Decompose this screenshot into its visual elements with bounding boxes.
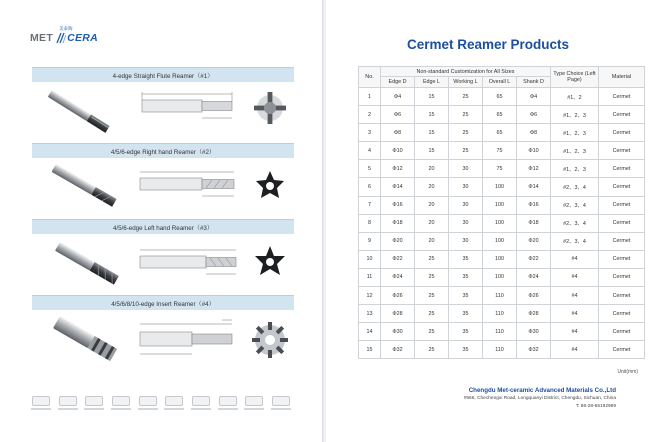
table-cell-type: #4 — [551, 323, 599, 341]
table-cell-material: Cermet — [599, 250, 645, 268]
table-cell-working-l: 25 — [449, 142, 483, 160]
table-cell-no: 4 — [359, 142, 381, 160]
table-row — [359, 323, 645, 341]
table-cell-working-l: 35 — [449, 305, 483, 323]
section-3-title: 4/5/6-edge Left hand Reamer（#3） — [32, 219, 294, 235]
logo-met-text: MET — [30, 32, 54, 44]
table-cell-no: 14 — [359, 323, 381, 341]
table-cell-material: Cermet — [599, 341, 645, 359]
table-cell-edge-l: 25 — [415, 287, 449, 305]
header-material: Material — [599, 67, 645, 88]
table-cell-shank-d: Φ18 — [517, 214, 551, 232]
table-cell-working-l: 35 — [449, 323, 483, 341]
company-address: #566, Chechengxi Road, Longquanyi District, Chengdu, Sichuan, China — [463, 396, 616, 401]
table-cell-edge-d: Φ32 — [381, 341, 415, 359]
section-3-body — [32, 234, 294, 290]
table-cell-overall-l: 110 — [483, 305, 517, 323]
table-cell-working-l: 35 — [449, 268, 483, 286]
table-cell-working-l: 25 — [449, 106, 483, 124]
footer-icon-strip — [30, 396, 292, 410]
table-cell-edge-l: 15 — [415, 124, 449, 142]
table-cell-edge-l: 25 — [415, 323, 449, 341]
table-cell-material: Cermet — [599, 142, 645, 160]
header-type-choice: Type Choice (Left Page) — [551, 67, 599, 88]
table-cell-working-l: 25 — [449, 88, 483, 106]
table-cell-working-l: 25 — [449, 124, 483, 142]
reamer-4-cross-section — [252, 322, 288, 358]
table-cell-overall-l: 100 — [483, 196, 517, 214]
table-cell-edge-d: Φ12 — [381, 160, 415, 178]
footer-icon-10 — [270, 396, 292, 410]
table-cell-edge-l: 20 — [415, 196, 449, 214]
footer-icon-7 — [190, 396, 212, 410]
table-row — [359, 124, 645, 142]
straight-flute-reamer-photo — [32, 82, 294, 138]
table-cell-edge-d: Φ14 — [381, 178, 415, 196]
logo-mark-icon — [54, 32, 66, 44]
table-cell-edge-l: 25 — [415, 341, 449, 359]
reamer-3-cross-section — [255, 246, 285, 275]
footer-icon-4 — [110, 396, 132, 410]
table-cell-no: 2 — [359, 106, 381, 124]
table-cell-no: 9 — [359, 232, 381, 250]
footer-icon-5 — [137, 396, 159, 410]
table-cell-type: #1、2 — [551, 88, 599, 106]
table-cell-edge-l: 25 — [415, 250, 449, 268]
table-cell-edge-d: Φ8 — [381, 124, 415, 142]
table-row — [359, 305, 645, 323]
section-4-title: 4/5/6/8/10-edge Insert Reamer（#4） — [32, 295, 294, 311]
table-cell-material: Cermet — [599, 124, 645, 142]
table-cell-shank-d: Φ28 — [517, 305, 551, 323]
table-cell-material: Cermet — [599, 323, 645, 341]
table-row — [359, 232, 645, 250]
section-2-title: 4/5/6-edge Right hand Reamer（#2） — [32, 143, 294, 159]
table-cell-type: #1、2、3 — [551, 106, 599, 124]
section-1-body — [32, 82, 294, 138]
table-row — [359, 287, 645, 305]
table-cell-type: #1、2、3 — [551, 160, 599, 178]
table-cell-type: #4 — [551, 341, 599, 359]
table-cell-material: Cermet — [599, 88, 645, 106]
footer-icon-9 — [243, 396, 265, 410]
table-cell-overall-l: 65 — [483, 106, 517, 124]
table-cell-type: #4 — [551, 287, 599, 305]
table-cell-no: 7 — [359, 196, 381, 214]
table-cell-shank-d: Φ26 — [517, 287, 551, 305]
table-cell-edge-l: 25 — [415, 268, 449, 286]
table-cell-type: #4 — [551, 250, 599, 268]
footer-icon-3 — [83, 396, 105, 410]
table-cell-edge-d: Φ28 — [381, 305, 415, 323]
table-row — [359, 160, 645, 178]
table-cell-overall-l: 110 — [483, 323, 517, 341]
table-cell-working-l: 30 — [449, 214, 483, 232]
table-cell-edge-d: Φ18 — [381, 214, 415, 232]
unit-note: Unit(mm) — [617, 369, 638, 375]
table-row — [359, 268, 645, 286]
footer-icon-8 — [217, 396, 239, 410]
table-cell-overall-l: 100 — [483, 214, 517, 232]
table-cell-no: 8 — [359, 214, 381, 232]
table-cell-material: Cermet — [599, 232, 645, 250]
table-cell-no: 5 — [359, 160, 381, 178]
table-cell-material: Cermet — [599, 214, 645, 232]
specification-table — [358, 66, 645, 359]
table-cell-material: Cermet — [599, 160, 645, 178]
table-cell-edge-l: 20 — [415, 178, 449, 196]
reamer-2-cross-section — [256, 171, 284, 198]
table-cell-no: 15 — [359, 341, 381, 359]
logo-chinese-text: 美泰陶 — [59, 26, 73, 31]
table-cell-edge-d: Φ6 — [381, 106, 415, 124]
footer-icon-2 — [57, 396, 79, 410]
table-cell-shank-d: Φ16 — [517, 196, 551, 214]
header-edge-d: Edge D — [381, 77, 415, 88]
table-cell-no: 3 — [359, 124, 381, 142]
table-cell-overall-l: 100 — [483, 232, 517, 250]
table-cell-shank-d: Φ12 — [517, 160, 551, 178]
section-4-body — [32, 310, 294, 370]
table-cell-shank-d: Φ4 — [517, 88, 551, 106]
table-cell-edge-d: Φ20 — [381, 232, 415, 250]
table-cell-shank-d: Φ22 — [517, 250, 551, 268]
table-cell-material: Cermet — [599, 196, 645, 214]
table-cell-material: Cermet — [599, 178, 645, 196]
table-cell-overall-l: 65 — [483, 124, 517, 142]
company-name: Chengdu Met-ceramic Advanced Materials Co.,Ltd — [468, 387, 616, 394]
table-cell-working-l: 30 — [449, 160, 483, 178]
header-group: Non-standard Customization for All Sizes — [381, 67, 551, 77]
table-cell-edge-l: 25 — [415, 305, 449, 323]
page-title: Cermet Reamer Products — [406, 37, 570, 52]
table-cell-type: #2、3、4 — [551, 232, 599, 250]
footer-icon-6 — [163, 396, 185, 410]
table-cell-edge-l: 20 — [415, 214, 449, 232]
table-cell-working-l: 35 — [449, 250, 483, 268]
table-cell-type: #2、3、4 — [551, 178, 599, 196]
reamer-1-drawing — [142, 92, 232, 118]
table-row — [359, 88, 645, 106]
table-cell-shank-d: Φ10 — [517, 142, 551, 160]
table-cell-overall-l: 75 — [483, 142, 517, 160]
table-cell-overall-l: 100 — [483, 178, 517, 196]
logo-cera-text: CERA — [67, 32, 99, 44]
table-row — [359, 341, 645, 359]
table-cell-shank-d: Φ24 — [517, 268, 551, 286]
table-cell-overall-l: 110 — [483, 287, 517, 305]
table-cell-edge-d: Φ16 — [381, 196, 415, 214]
table-cell-working-l: 30 — [449, 232, 483, 250]
header-no: No. — [359, 67, 381, 88]
table-cell-edge-d: Φ4 — [381, 88, 415, 106]
table-cell-edge-l: 20 — [415, 232, 449, 250]
table-cell-overall-l: 100 — [483, 250, 517, 268]
section-1-title: 4-edge Straight Flute Reamer（#1） — [32, 67, 294, 83]
table-cell-type: #1、2、3 — [551, 142, 599, 160]
table-row — [359, 214, 645, 232]
table-cell-overall-l: 75 — [483, 160, 517, 178]
table-row — [359, 106, 645, 124]
header-shank-d: Shank D — [517, 77, 551, 88]
header-working-l: Working L — [449, 77, 483, 88]
company-phone: T: 86-28-65192989 — [575, 404, 616, 409]
table-row — [359, 250, 645, 268]
right-hand-reamer-photo — [32, 158, 294, 214]
table-cell-no: 11 — [359, 268, 381, 286]
table-cell-edge-l: 15 — [415, 106, 449, 124]
table-cell-type: #1、2、3 — [551, 124, 599, 142]
table-cell-edge-l: 20 — [415, 160, 449, 178]
table-cell-overall-l: 100 — [483, 268, 517, 286]
table-cell-material: Cermet — [599, 268, 645, 286]
table-cell-edge-d: Φ26 — [381, 287, 415, 305]
table-cell-shank-d: Φ20 — [517, 232, 551, 250]
table-cell-type: #2、3、4 — [551, 196, 599, 214]
table-cell-no: 10 — [359, 250, 381, 268]
left-page — [0, 0, 324, 442]
table-cell-working-l: 30 — [449, 196, 483, 214]
header-edge-l: Edge L — [415, 77, 449, 88]
table-cell-overall-l: 110 — [483, 341, 517, 359]
table-cell-shank-d: Φ8 — [517, 124, 551, 142]
table-cell-material: Cermet — [599, 287, 645, 305]
table-cell-type: #4 — [551, 305, 599, 323]
brand-logo — [30, 31, 98, 45]
table-cell-shank-d: Φ14 — [517, 178, 551, 196]
table-cell-edge-d: Φ22 — [381, 250, 415, 268]
table-cell-shank-d: Φ30 — [517, 323, 551, 341]
left-hand-reamer-photo — [32, 234, 294, 290]
table-cell-shank-d: Φ32 — [517, 341, 551, 359]
table-row — [359, 142, 645, 160]
insert-reamer-photo — [32, 310, 294, 370]
table-cell-overall-l: 65 — [483, 88, 517, 106]
footer-icon-1 — [30, 396, 52, 410]
table-cell-type: #2、3、4 — [551, 214, 599, 232]
reamer-1-cross-section — [254, 92, 286, 124]
table-cell-no: 1 — [359, 88, 381, 106]
table-cell-type: #4 — [551, 268, 599, 286]
table-cell-working-l: 35 — [449, 287, 483, 305]
table-row — [359, 178, 645, 196]
table-cell-edge-d: Φ30 — [381, 323, 415, 341]
table-cell-material: Cermet — [599, 305, 645, 323]
table-cell-material: Cermet — [599, 106, 645, 124]
table-cell-no: 12 — [359, 287, 381, 305]
table-cell-edge-d: Φ24 — [381, 268, 415, 286]
table-cell-no: 6 — [359, 178, 381, 196]
table-cell-working-l: 30 — [449, 178, 483, 196]
table-cell-no: 13 — [359, 305, 381, 323]
section-2-body — [32, 158, 294, 214]
header-overall-l: Overall L — [483, 77, 517, 88]
table-cell-edge-d: Φ10 — [381, 142, 415, 160]
table-row — [359, 196, 645, 214]
table-cell-edge-l: 15 — [415, 142, 449, 160]
table-cell-edge-l: 15 — [415, 88, 449, 106]
right-page — [326, 0, 650, 442]
table-cell-working-l: 35 — [449, 341, 483, 359]
table-cell-shank-d: Φ6 — [517, 106, 551, 124]
